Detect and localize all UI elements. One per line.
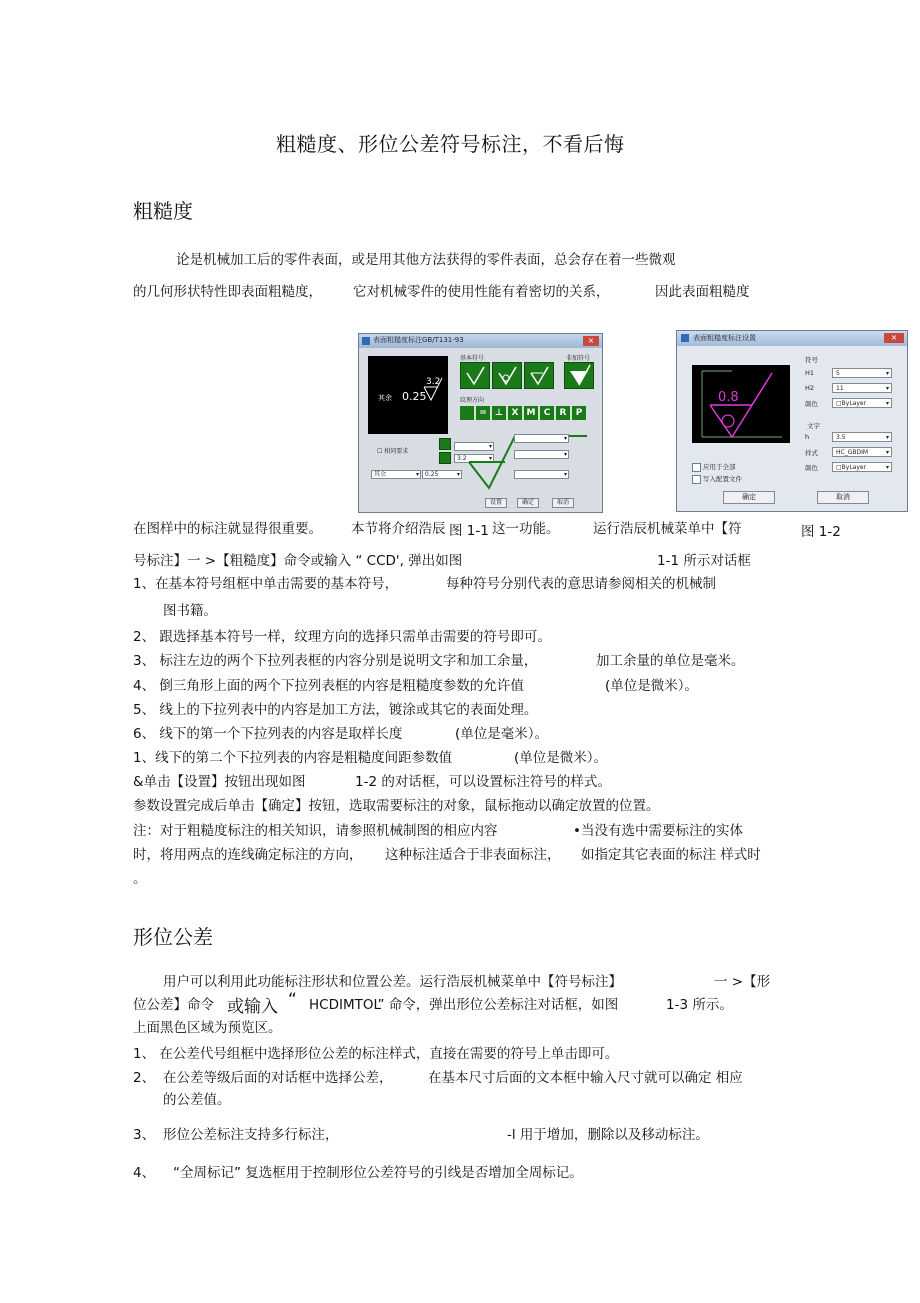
close-button[interactable]: ×	[884, 333, 904, 343]
tol-para-2b: 或输入	[227, 997, 278, 1017]
list-item-4a: 4、 倒三角形上面的两个下拉列表框的内容是粗糙度参数的允许值	[133, 678, 524, 694]
tol-item-3c: -l 用于增加，删除以及移动标注。	[507, 1127, 709, 1143]
intro-line-1: 论是机械加工后的零件表面，或是用其他方法获得的零件表面，总会存在着一些微观	[176, 252, 676, 268]
tol-para-1a: 用户可以利用此功能标注形状和位置公差。运行浩辰机械菜单中【符号标注】	[163, 974, 622, 990]
same-req-label: 相同要求	[384, 448, 409, 455]
color-swatch-1[interactable]	[439, 438, 451, 450]
mix-text-d: 这一功能。	[492, 521, 560, 537]
tol-item-2b: 在公差等级后面的对话框中选择公差，	[163, 1070, 393, 1086]
intro-line-2a: 的几何形状特性即表面粗糙度，	[133, 284, 322, 300]
settings-ok-button[interactable]: 确定	[723, 491, 775, 504]
note-line-2c: 如指定其它表面的标注 样式时	[581, 847, 761, 863]
color-label: 颜色	[805, 400, 818, 408]
apply-all-checkbox[interactable]	[692, 463, 701, 472]
tol-item-4b: “全周标记” 复选框用于控制形位公差符号的引线是否增加全周标记。	[173, 1165, 583, 1181]
list-item-6b: (单位是毫米）。	[455, 726, 549, 742]
style-label: 样式	[805, 449, 818, 457]
para-confirm: 参数设置完成后单击【确定】按钮，选取需要标注的对象，鼠标拖动以确定放置的位置。	[133, 798, 660, 814]
tol-item-3a: 3、	[133, 1127, 156, 1143]
sampling-dropdown[interactable]	[514, 450, 569, 459]
list-item-2: 2、 跟选择基本符号一样，纹理方向的选择只需单击需要的符号即可。	[133, 629, 551, 645]
h1-label: H1	[805, 369, 815, 377]
mix-text-a: 在图样中的标注就显得很重要。	[133, 521, 322, 537]
list-item-7b: (单位是微米）。	[514, 750, 608, 766]
settings-cancel-button[interactable]: 取消	[817, 491, 869, 504]
ok-button[interactable]: 确定	[517, 498, 539, 508]
method-dropdown[interactable]	[514, 434, 569, 443]
roughness-settings-dialog	[676, 330, 908, 512]
tol-para-2a: 位公差】命令	[133, 997, 214, 1013]
preview-value: 0.25	[402, 390, 427, 403]
color-swatch-2[interactable]	[439, 452, 451, 464]
list-item-1b: 每种符号分别代表的意思请参阅相关的机械制	[446, 576, 716, 592]
text-group-label: 文字	[807, 422, 820, 430]
figure-1-1-caption: 图 1-1	[449, 523, 489, 539]
settings-preview-symbol	[692, 365, 790, 443]
h2-label: H2	[805, 384, 815, 392]
list-item-3b: 加工余量的单位是毫米。	[596, 653, 745, 669]
h-label: h	[805, 433, 810, 441]
tol-para-2c: “	[288, 990, 297, 1010]
symbol-group-label: 符号	[805, 356, 818, 364]
color2-label: 颜色	[805, 464, 818, 472]
h2-dropdown[interactable]: 11 ▾	[832, 383, 892, 393]
app-icon	[362, 337, 370, 345]
check-icon	[461, 363, 489, 388]
texture-button-parallel[interactable]: =	[476, 406, 490, 420]
basic-symbol-3[interactable]	[524, 362, 554, 389]
tol-para-2e: 1-3 所示。	[666, 997, 733, 1013]
basic-symbol-label: 基本符号	[460, 355, 485, 362]
texture-button-x[interactable]: X	[508, 406, 522, 420]
allowance-dropdown[interactable]: 0.25 ▾	[422, 470, 462, 479]
note-a: 注：对于粗糙度标注的相关知识，请参照机械制图的相应内容	[133, 823, 498, 839]
dialog-title: 表面粗糙度标注设置	[693, 334, 756, 342]
list-item-8a: &单击【设置】按钮出现如图	[133, 774, 306, 790]
settings-button[interactable]: 设置	[485, 498, 507, 508]
preview-note: 其余	[378, 394, 392, 402]
tol-para-3: 上面黑色区域为预览区。	[133, 1020, 282, 1036]
dialog-title: 表面粗糙度标注GB/T131-93	[373, 336, 464, 344]
list-item-5: 5、 线上的下拉列表中的内容是加工方法，镀涂或其它的表面处理。	[133, 702, 538, 718]
dialog-titlebar	[677, 331, 907, 346]
preview-area	[368, 356, 448, 434]
note-line-2b: 这种标注适合于非表面标注，	[385, 847, 561, 863]
section-heading-tolerance: 形位公差	[133, 925, 213, 949]
write-config-checkbox[interactable]	[692, 475, 701, 484]
mix-text-e: 运行浩辰机械菜单中【符	[593, 521, 742, 537]
roughness-dialog	[358, 333, 603, 513]
h1-dropdown[interactable]: 5 ▾	[832, 368, 892, 378]
list-item-6a: 6、 线下的第一个下拉列表的内容是取样长度	[133, 726, 403, 742]
tol-item-3b: 形位公差标注支持多行标注，	[163, 1127, 339, 1143]
list-item-1c: 图书籍。	[163, 603, 217, 619]
note-line-2a: 时，将用两点的连线确定标注的方向，	[133, 847, 363, 863]
spacing-dropdown[interactable]	[514, 470, 569, 479]
param-dropdown-2[interactable]: 3.2 ▾	[454, 454, 494, 463]
text-style-dropdown[interactable]: HC_GBDIM ▾	[832, 447, 892, 457]
app-icon	[681, 334, 689, 342]
roughness-preview-symbol	[368, 356, 448, 434]
basic-symbol-1[interactable]	[460, 362, 490, 389]
filled-triangle-icon	[565, 363, 593, 388]
check-circle-icon	[493, 363, 521, 388]
tol-item-1: 1、 在公差代号组框中选择形位公差的标注样式，直接在需要的符号上单击即可。	[133, 1046, 619, 1062]
basic-symbol-2[interactable]	[492, 362, 522, 389]
note-dropdown[interactable]: 其余 ▾	[371, 470, 421, 479]
cancel-button[interactable]: 取消	[552, 498, 574, 508]
same-req-checkbox[interactable]: ☐ 相同要求	[377, 448, 409, 455]
list-item-8b: 1-2 的对话框，可以设置标注符号的样式。	[355, 774, 611, 790]
settings-preview-area	[692, 365, 790, 443]
texture-label: 纹理方向	[460, 397, 485, 404]
dialog-titlebar	[359, 334, 602, 348]
tol-para-2d: HCDIMTOL” 命令，弹出形位公差标注对话框，如图	[309, 997, 619, 1013]
list-item-4b: (单位是微米）。	[605, 678, 699, 694]
tol-item-4a: 4、	[133, 1165, 156, 1181]
page-title: 粗糙度、形位公差符号标注，不看后悔	[276, 132, 625, 156]
check-bar-icon	[525, 363, 553, 388]
settings-preview-value: 0.8	[718, 390, 739, 405]
mix-text-b: 本节将介绍浩辰	[351, 521, 446, 537]
texture-button-c[interactable]: C	[540, 406, 554, 420]
text-height-dropdown[interactable]: 3.5 ▾	[832, 432, 892, 442]
texture-button-m[interactable]: M	[524, 406, 538, 420]
preview-value-top: 3.2	[426, 377, 441, 387]
tol-item-2a: 2、	[133, 1070, 156, 1086]
tol-item-2c: 在基本尺寸后面的文本框中输入尺寸就可以确定 相应	[428, 1070, 743, 1086]
apply-all-label: 应用于全部	[703, 463, 736, 471]
text-color-dropdown[interactable]: □ByLayer ▾	[832, 462, 892, 472]
texture-button-r[interactable]: R	[556, 406, 570, 420]
tol-para-1b: 一 >【形	[714, 974, 771, 990]
texture-button-p[interactable]: P	[572, 406, 586, 420]
figure-1-2-caption: 图 1-2	[801, 524, 841, 540]
note-b: •当没有选中需要标注的实体	[573, 823, 743, 839]
list-item-1a: 1、在基本符号组框中单击需要的基本符号，	[133, 576, 399, 592]
other-symbol-label: 非加符号	[566, 355, 591, 362]
close-button[interactable]: ×	[583, 336, 599, 346]
cmd-line-b: 1-1 所示对话框	[657, 553, 751, 569]
cmd-line-a: 号标注】一 >【粗糙度】命令或输入 “ CCD', 弹出如图	[133, 553, 463, 569]
intro-line-2c: 因此表面粗糙度	[655, 284, 750, 300]
symbol-color-dropdown[interactable]: □ByLayer ▾	[832, 398, 892, 408]
intro-line-2b: 它对机械零件的使用性能有着密切的关系，	[353, 284, 610, 300]
texture-button-blank[interactable]	[460, 406, 474, 420]
write-config-label: 写入配置文件	[703, 475, 742, 483]
section-heading-roughness: 粗糙度	[133, 199, 193, 223]
texture-button-perpendicular[interactable]: ⊥	[492, 406, 506, 420]
tol-item-2d: 的公差值。	[163, 1092, 231, 1108]
other-symbol[interactable]	[564, 362, 594, 389]
list-item-3a: 3、 标注左边的两个下拉列表框的内容分别是说明文字和加工余量，	[133, 653, 538, 669]
list-item-7a: 1、线下的第二个下拉列表的内容是粗糙度间距参数值	[133, 750, 453, 766]
note-end: 。	[133, 871, 147, 887]
